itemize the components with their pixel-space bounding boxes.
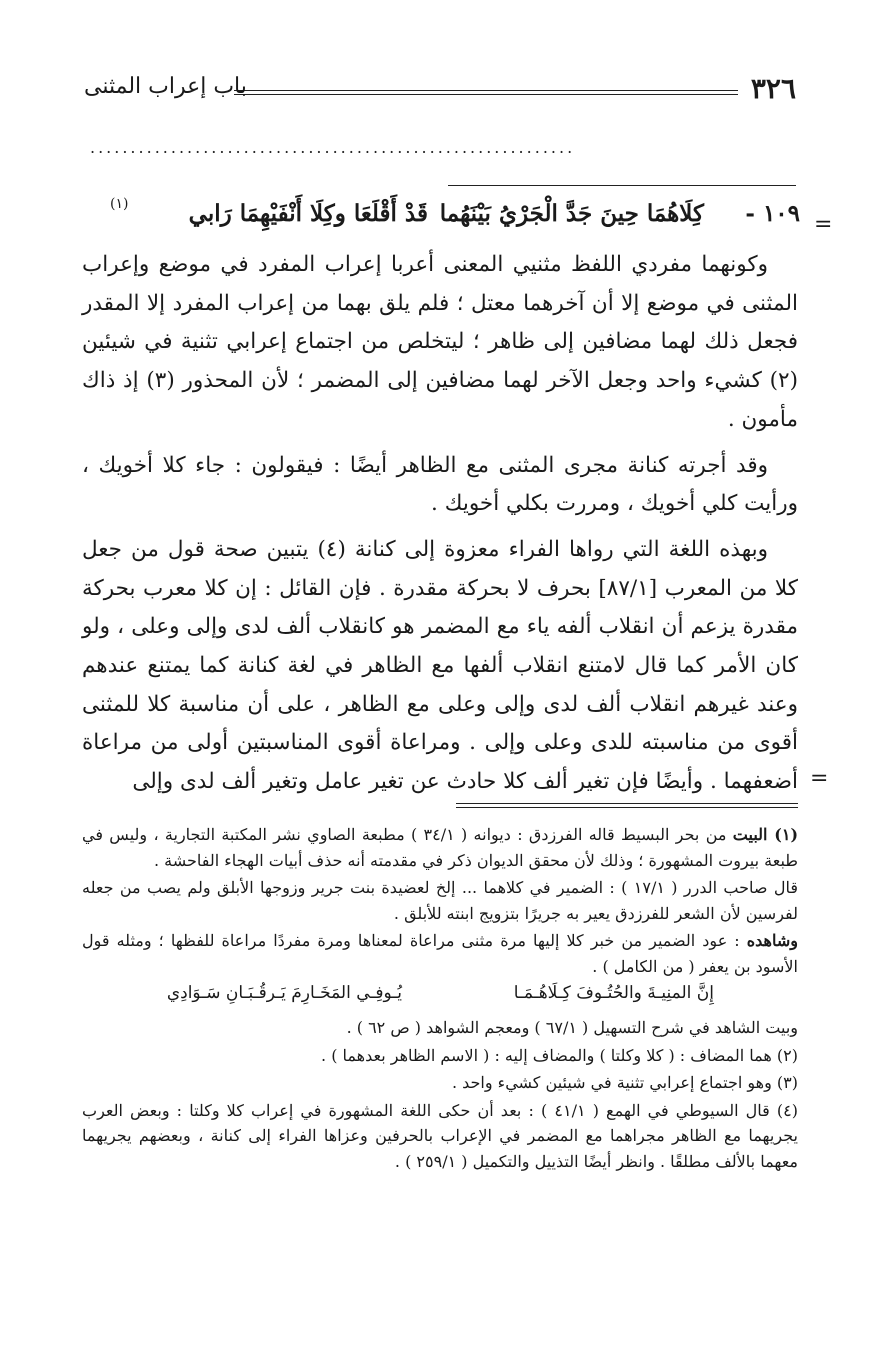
quoted-verse-second-hemistich: يُـوفِـي المَخَـارِمَ يَـرقُـبَـانِ سَـوَادِي	[166, 983, 402, 1003]
verse-top-rule	[448, 185, 796, 186]
footnote-4: (٤) قال السيوطي في الهمع ( ٤١/١ ) : بعد أن حكى اللغة المشهورة في إعراب كلا وكلتا : وبعض العرب يجريهما مع الظاهر مجراهما مع المضمر في الإعراب بالحرفين وعزاها الفراء إلى كنانة ، وبعضهم يجريهما معهما بالألف مطلقًا . وانظر أيضًا التذييل والتكميل ( ٢٥٩/١ ) .	[82, 1100, 799, 1171]
running-title: باب إعراب المثنى	[84, 74, 247, 99]
footnote-1-witness-text: : عود الضمير من خبر كلا إليها مرة مثنى مراعاة لمعناها ومرة مفردًا مراعاة للفظها ؛ ومثله قول الأسود بن يعفر ( من الكامل ) .	[82, 931, 798, 976]
verse-number: ١٠٩ -	[745, 200, 800, 227]
margin-mark-bottom: =	[810, 766, 829, 791]
footnote-1-lead: (١) البيت	[732, 825, 799, 844]
paragraph: وقد أجرته كنانة مجرى المثنى مع الظاهر أيضًا : فيقولون : جاء كلا أخويك ، ورأيت كلي أخويك ، ومررت بكلي أخويك .	[82, 452, 798, 517]
dotted-separator: ............................................................	[90, 138, 576, 157]
page-header	[84, 72, 796, 112]
footnote-1-reference: وبيت الشاهد في شرح التسهيل ( ٦٧/١ ) ومعجم الشواهد ( ص ٦٢ ) .	[346, 1018, 798, 1037]
footnote-1-witness	[82, 928, 798, 979]
quoted-verse	[82, 981, 798, 1011]
margin-mark-top: =	[814, 212, 833, 237]
verse-line	[110, 196, 800, 240]
main-text	[82, 246, 798, 802]
paragraph: وبهذه اللغة التي رواها الفراء معزوة إلى كنانة (٤) يتبين صحة قول من جعل كلا من المعرب [٨٧/١] بحرف لا بحركة مقدرة . فإن القائل : إن كلا معرب بحركة مقدرة يزعم أن انقلاب ألفه ياء مع المضمر هو كانقلاب ألف لدى وإلى وعلى ، ولو كان الأمر كما قال لامتنع انقلاب ألفها مع الظاهر في لغة كنانة كما يمتنع عندهم وعند غيرهم انقلاب ألف لدى وإلى وعلى مع الظاهر ، على أن مناسبة كلا للمثنى أقوى من مناسبته للدى وعلى وإلى . ومراعاة أقوى المناسبتين أولى من مراعاة أضعفهما . وأيضًا فإن تغير ألف كلا حادث عن تغير عامل وتغير ألف لدى وإلى	[82, 536, 798, 795]
footnote-2: (٢) هما المضاف : ( كلا وكلتا ) والمضاف إليه : ( الاسم الظاهر بعدهما ) .	[321, 1045, 798, 1065]
quoted-verse-first-hemistich: إِنَّ المنِيـةَ والحُتُـوفَ كِـلَاهُـمَـا	[513, 983, 714, 1003]
footnotes	[82, 822, 798, 1176]
footnote-1	[82, 822, 798, 873]
paragraph: وكونهما مفردي اللفظ مثنيي المعنى أعربا إعراب المفرد في موضع وإعراب المثنى في موضع إلا أن آخرهما معتل ؛ فلم يلق بهما من إعراب المفرد إلا المقدر فجعل ذلك لهما مضافين إلى ظاهر ؛ ليتخلص من اجتماع إعرابي تثنية في شيئين (٢) كشيء واحد وجعل الآخر لهما مضافين إلى المضمر ؛ لأن المحذور (٣) إذ ذاك مأمون .	[82, 252, 798, 432]
header-double-rule	[234, 90, 738, 95]
footnote-3: (٣) وهو اجتماع إعرابي تثنية في شيئين كشيء واحد .	[451, 1073, 798, 1092]
verse-footnote-ref: (١)	[110, 196, 129, 212]
footnote-separator	[456, 803, 798, 808]
verse-second-hemistich: قَدْ أَقْلَعَا وكِلَا أَنْفَيْهِمَا رَابي	[188, 200, 428, 227]
footnote-1-witness-lead: وشاهده	[746, 931, 798, 950]
footnote-1-text: من بحر البسيط قاله الفرزدق : ديوانه ( ٣٤/١ ) مطبعة الصاوي نشر المكتبة التجارية ، وليس في طبعة بيروت المشهورة ؛ وذلك لأن محقق الديوان ذكر في مقدمته أنه حذف أبيات الهجاء الفاحشة .	[82, 825, 798, 870]
footnote-1-commentary: قال صاحب الدرر ( ١٧/١ ) : الضمير في كلاهما ... إلخ لعضيدة بنت جرير وزوجها الأبلق ولم يصب من جعله لفرسين لأن الشعر للفرزدق يعير به جريرًا بتزويج ابنته للأبلق .	[82, 878, 798, 923]
page-number: ٣٢٦	[750, 72, 796, 105]
verse-first-hemistich: كِلَاهُمَا حِينَ جَدَّ الْجَرْيُ بَيْنَهُما	[439, 200, 704, 227]
